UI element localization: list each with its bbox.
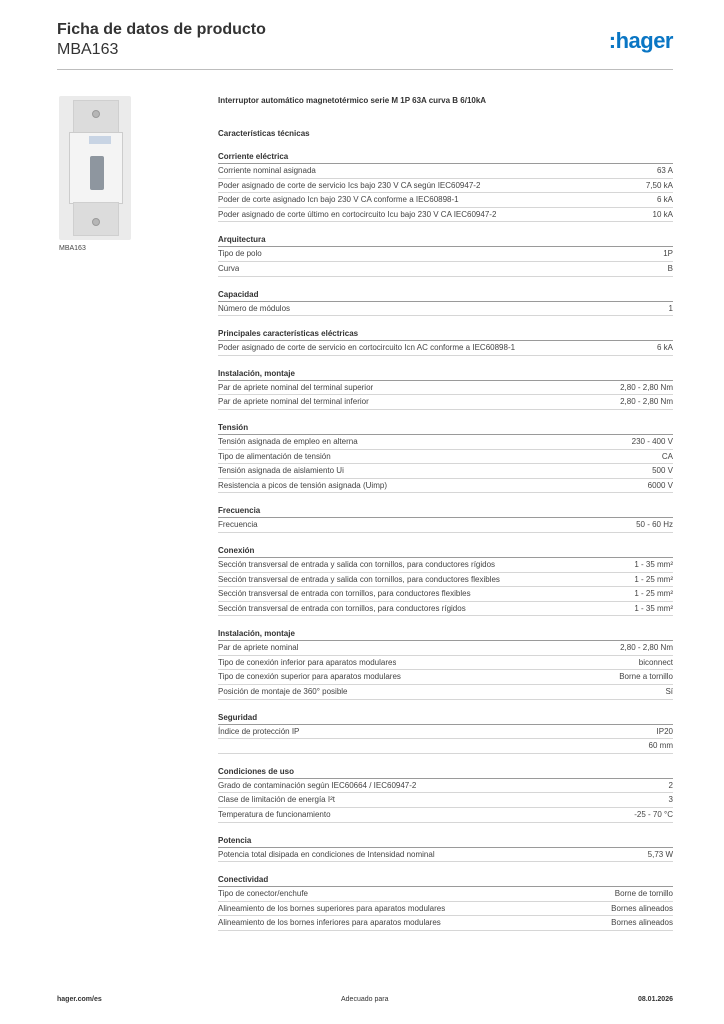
product-description: Interruptor automático magnetotérmico serie M 1P 63A curva B 6/10kA [218,96,487,105]
product-code: MBA163 [57,41,119,58]
logo-text: hager [615,28,673,53]
spec-label: Resistencia a picos de tensión asignada (Uimp) [218,480,387,490]
spec-group [218,328,673,356]
spec-group-title: Potencia [218,835,673,848]
spec-label: Corriente nominal asignada [218,166,316,175]
product-image [59,96,131,240]
spec-row [218,341,673,356]
spec-row [218,587,673,602]
spec-row [218,739,673,754]
spec-row [218,262,673,277]
spec-label: Sección transversal de entrada con tornillos, para conductores rígidos [218,603,466,613]
spec-value: 3 [668,795,673,805]
spec-row [218,464,673,479]
spec-value: 50 - 60 Hz [636,520,673,530]
spec-label: Temperatura de funcionamiento [218,810,331,820]
spec-label: Curva [218,263,240,273]
spec-value: 63 A [656,166,673,175]
spec-row [218,179,673,194]
spec-row [218,479,673,494]
spec-value: -25 - 70 °C [634,810,673,820]
spec-group [218,835,673,863]
spec-group-title: Seguridad [218,712,673,725]
spec-row [218,558,673,573]
spec-row [218,808,673,823]
spec-row [218,641,673,656]
spec-group [218,505,673,533]
page-header [57,20,673,70]
spec-value: Borne de tornillo [614,889,673,899]
spec-label: Clase de limitación de energía I²t [218,795,335,805]
spec-group-title: Frecuencia [218,505,673,518]
spec-value: 2,80 - 2,80 Nm [620,382,673,392]
spec-label: Frecuencia [218,520,258,530]
spec-label: Tensión asignada de aislamiento Ui [218,466,344,476]
spec-value: IP20 [656,726,673,736]
spec-value: 5,73 W [647,849,673,859]
spec-row [218,208,673,223]
spec-value: 2,80 - 2,80 Nm [620,643,673,653]
spec-label: Alineamiento de los bornes inferiores para aparatos modulares [218,918,441,928]
device-toggle-lever [90,156,104,190]
spec-label: Posición de montaje de 360° posible [218,687,348,697]
spec-value: Bornes alineados [611,918,673,928]
spec-label: Tipo de polo [218,249,262,259]
spec-row [218,435,673,450]
hager-logo[interactable] [609,29,673,53]
footer-date: 08.01.2026 [637,996,673,1003]
spec-label: Poder asignado de corte de servicio Ics bajo 230 V CA según IEC60947-2 [218,180,481,190]
spec-value: 7,50 kA [645,180,673,190]
spec-label: Tipo de conexión inferior para aparatos modulares [218,657,397,667]
spec-label: Poder asignado de corte último en cortocircuito Icu bajo 230 V CA IEC60947-2 [218,209,497,219]
spec-value: 500 V [652,466,673,476]
spec-group-title: Capacidad [218,289,673,302]
spec-row [218,725,673,740]
spec-group [218,545,673,616]
spec-group-title: Instalación, montaje [218,368,673,381]
device-label [89,136,111,144]
spec-row [218,848,673,863]
spec-group [218,289,673,317]
spec-row [218,670,673,685]
spec-value: 1 [668,303,673,313]
spec-label: Grado de contaminación según IEC60664 / IEC60947-2 [218,780,417,790]
spec-label: Tipo de conexión superior para aparatos modulares [218,672,401,682]
image-caption: MBA163 [59,245,86,252]
spec-group-title: Tensión [218,422,673,435]
spec-label: Par de apriete nominal del terminal inferior [218,397,369,407]
spec-group [218,234,673,276]
spec-group-title: Instalación, montaje [218,628,673,641]
spec-value: 1 - 25 mm² [634,574,673,584]
spec-label: Número de módulos [218,303,291,313]
spec-row [218,450,673,465]
spec-label: Poder de corte asignado Icn bajo 230 V CA conforme a IEC60898-1 [218,195,459,205]
spec-group [218,368,673,410]
spec-value: 6 kA [656,195,673,205]
spec-value: 2,80 - 2,80 Nm [620,397,673,407]
footer-website[interactable]: hager.com/es [57,996,102,1003]
spec-group-title: Conexión [218,545,673,558]
spec-label: Sección transversal de entrada con tornillos, para conductores flexibles [218,589,471,599]
spec-label: Alineamiento de los bornes superiores para aparatos modulares [218,903,446,913]
spec-value: 2 [668,780,673,790]
spec-label: Tipo de conector/enchufe [218,889,308,899]
spec-group-title: Arquitectura [218,234,673,247]
spec-group [218,766,673,823]
spec-group-title: Condiciones de uso [218,766,673,779]
document-title: Ficha de datos de producto [57,21,266,38]
spec-value: 6 kA [656,343,673,353]
spec-group [218,151,673,222]
spec-value: 1P [663,249,673,259]
screw-bottom [92,218,100,226]
spec-row [218,302,673,317]
spec-value: B [667,263,673,273]
spec-value: CA [661,451,673,461]
spec-group [218,712,673,754]
spec-label: Par de apriete nominal del terminal superior [218,382,374,392]
spec-label: Tensión asignada de empleo en alterna [218,436,358,446]
spec-label: Poder asignado de corte de servicio en cortocircuito Icn AC conforme a IEC60898-1 [218,343,516,353]
spec-group-title: Corriente eléctrica [218,151,673,164]
spec-row [218,518,673,533]
spec-value: 1 - 25 mm² [634,589,673,599]
spec-label: Sección transversal de entrada y salida con tornillos, para conductores flexibles [218,574,500,584]
footer-note: Adecuado para [341,996,389,1003]
spec-row [218,193,673,208]
spec-group-title: Principales características eléctricas [218,328,673,341]
spec-label: Sección transversal de entrada y salida con tornillos, para conductores rígidos [218,559,496,569]
spec-row [218,887,673,902]
spec-row [218,381,673,396]
spec-row [218,656,673,671]
specs-content [218,96,673,931]
spec-value: 230 - 400 V [631,436,673,446]
logo-colon: : [608,28,616,53]
spec-row [218,779,673,794]
spec-value: 60 mm [648,741,673,751]
spec-row [218,164,673,179]
spec-label: Par de apriete nominal [218,643,299,653]
spec-value: 1 - 35 mm² [634,603,673,613]
spec-group [218,874,673,931]
section-title: Características técnicas [218,129,310,138]
spec-value: biconnect [638,657,673,667]
spec-row [218,573,673,588]
spec-value: Borne a tornillo [619,672,673,682]
spec-row [218,793,673,808]
spec-label: Tipo de alimentación de tensión [218,451,331,461]
spec-label: Potencia total disipada en condiciones de Intensidad nominal [218,849,435,859]
spec-value: 1 - 35 mm² [634,559,673,569]
spec-group [218,628,673,699]
spec-group-title: Conectividad [218,874,673,887]
spec-groups [218,151,673,931]
spec-row [218,916,673,931]
spec-row [218,902,673,917]
spec-value: 6000 V [647,480,673,490]
spec-value: Sí [665,687,673,697]
spec-value: Bornes alineados [611,903,673,913]
spec-row [218,602,673,617]
spec-value: 10 kA [652,209,673,219]
spec-row [218,685,673,700]
spec-group [218,422,673,493]
screw-top [92,110,100,118]
spec-label: Índice de protección IP [218,726,300,736]
spec-row [218,247,673,262]
spec-row [218,395,673,410]
